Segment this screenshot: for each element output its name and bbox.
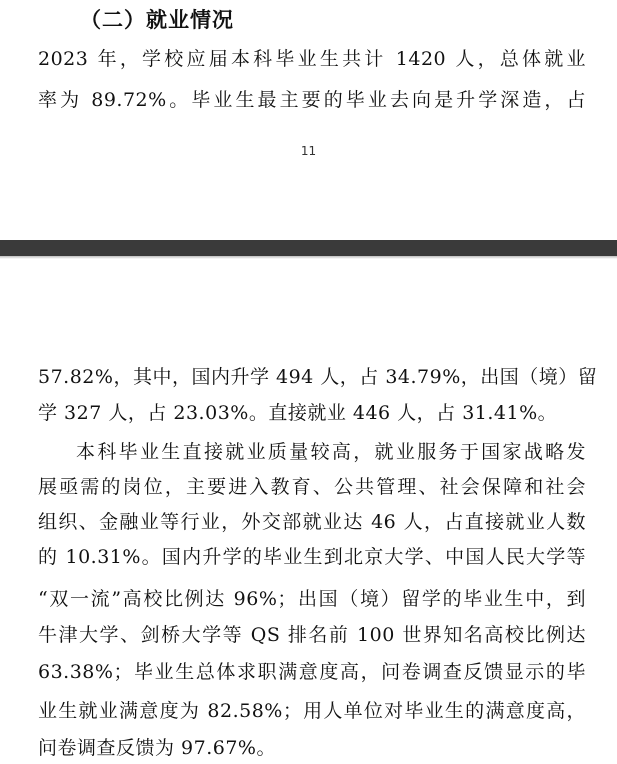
body-text-line: 牛津大学、剑桥大学等 QS 排名前 100 世界知名高校比例达 (38, 624, 586, 646)
body-text-line: 的 10.31%。国内升学的毕业生到北京大学、中国人民大学等 (38, 546, 586, 568)
body-text-line: 63.38%；毕业生总体求职满意度高，问卷调查反馈显示的毕 (38, 661, 586, 683)
body-text-line: “双一流”高校比例达 96%；出国（境）留学的毕业生中，到 (38, 588, 586, 610)
body-text-line: 本科毕业生直接就业质量较高，就业服务于国家战略发 (76, 441, 586, 463)
section-heading: （二）就业情况 (80, 7, 234, 32)
page-separator (0, 240, 617, 256)
page-separator-shadow (0, 256, 617, 259)
body-text-line: 57.82%，其中，国内升学 494 人，占 34.79%，出国（境）留 (38, 366, 598, 388)
body-text-line: 展亟需的岗位，主要进入教育、公共管理、社会保障和社会 (38, 476, 586, 498)
page-number: 11 (300, 144, 317, 158)
body-text-line: 学 327 人，占 23.03%。直接就业 446 人，占 31.41%。 (38, 402, 558, 424)
body-text-line: 2023 年，学校应届本科毕业生共计 1420 人，总体就业 (38, 48, 586, 70)
document-page-top (0, 0, 617, 240)
body-text-line: 组织、金融业等行业，外交部就业达 46 人，占直接就业人数 (38, 511, 586, 533)
body-text-line: 问卷调查反馈为 97.67%。 (38, 737, 276, 759)
body-text-line: 率为 89.72%。毕业生最主要的毕业去向是升学深造，占 (38, 89, 586, 111)
body-text-line: 业生就业满意度为 82.58%；用人单位对毕业生的满意度高， (38, 700, 586, 722)
